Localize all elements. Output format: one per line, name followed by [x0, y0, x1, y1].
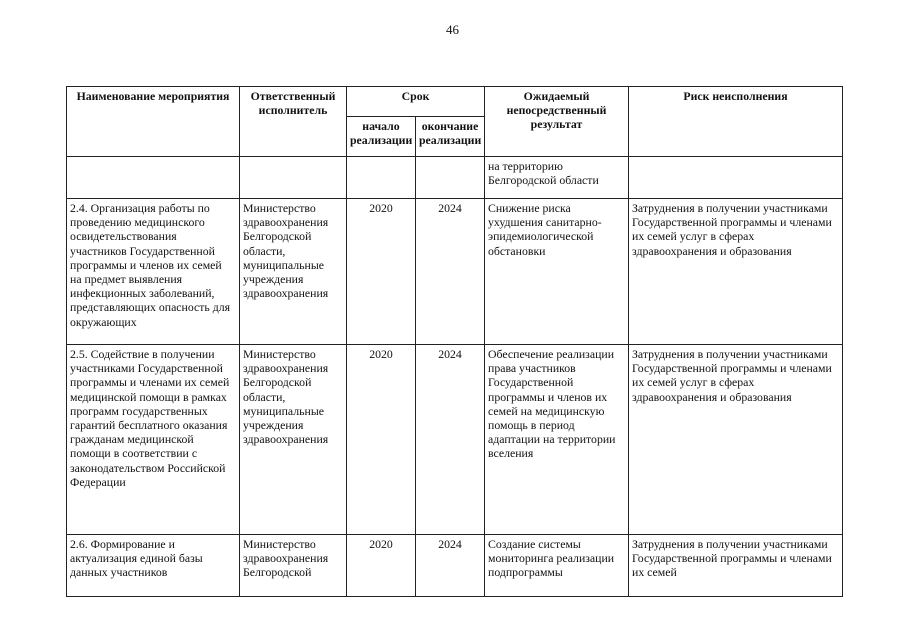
row-3-name: 2.5. Содействие в получении участниками Государственной программы и членами их семей медицинской помощи в рамках программ государственных гарантий бесплатного оказания гражданам медицинской помощи в соответствии с законодательством Российской Федерации	[67, 345, 240, 535]
row-1-responsible	[240, 157, 347, 199]
row-1-start	[347, 157, 416, 199]
table-row	[67, 157, 843, 199]
row-4-end: 2024	[416, 535, 485, 597]
header-responsible: Ответственный исполнитель	[240, 87, 347, 157]
row-2-name: 2.4. Организация работы по проведению медицинского освидетельствования участников Государственной программы и членов их семей на предмет выявления инфекционных заболеваний, представляющих опасность для окружающих	[67, 199, 240, 345]
row-1-risk	[629, 157, 843, 199]
row-2-responsible: Министерство здравоохранения Белгородской области, муниципальные учреждения здравоохранения	[240, 199, 347, 345]
row-4-risk: Затруднения в получении участниками Государственной программы и членами их семей	[629, 535, 843, 597]
header-start: начало реализации	[347, 117, 416, 157]
table-row	[67, 535, 843, 597]
row-1-name	[67, 157, 240, 199]
header-end: окончание реализации	[416, 117, 485, 157]
row-3-end: 2024	[416, 345, 485, 535]
row-4-name: 2.6. Формирование и актуализация единой базы данных участников	[67, 535, 240, 597]
row-1-expected-result: на территорию Белгородской области	[485, 157, 629, 199]
row-3-start: 2020	[347, 345, 416, 535]
row-1-end	[416, 157, 485, 199]
row-4-expected-result: Создание системы мониторинга реализации подпрограммы	[485, 535, 629, 597]
header-name: Наименование мероприятия	[67, 87, 240, 157]
row-2-expected-result: Снижение риска ухудшения санитарно-эпидемиологической обстановки	[485, 199, 629, 345]
row-4-start: 2020	[347, 535, 416, 597]
row-2-risk: Затруднения в получении участниками Государственной программы и членами их семей услуг в сферах здравоохранения и образования	[629, 199, 843, 345]
header-risk: Риск неисполнения	[629, 87, 843, 157]
page-number: 46	[446, 22, 459, 37]
row-4-responsible: Министерство здравоохранения Белгородской	[240, 535, 347, 597]
table-row	[67, 199, 843, 345]
table-row	[67, 345, 843, 535]
row-3-expected-result: Обеспечение реализации права участников Государственной программы и членов их семей на медицинскую помощь в период адаптации на территории вселения	[485, 345, 629, 535]
header-expected-result: Ожидаемый непосредственный результат	[485, 87, 629, 157]
measures-table	[66, 86, 843, 597]
row-2-start: 2020	[347, 199, 416, 345]
header-term: Срок	[347, 87, 485, 117]
row-3-risk: Затруднения в получении участниками Государственной программы и членами их семей услуг в сферах здравоохранения и образования	[629, 345, 843, 535]
table-header-row	[67, 87, 843, 117]
row-3-responsible: Министерство здравоохранения Белгородской области, муниципальные учреждения здравоохранения	[240, 345, 347, 535]
row-2-end: 2024	[416, 199, 485, 345]
